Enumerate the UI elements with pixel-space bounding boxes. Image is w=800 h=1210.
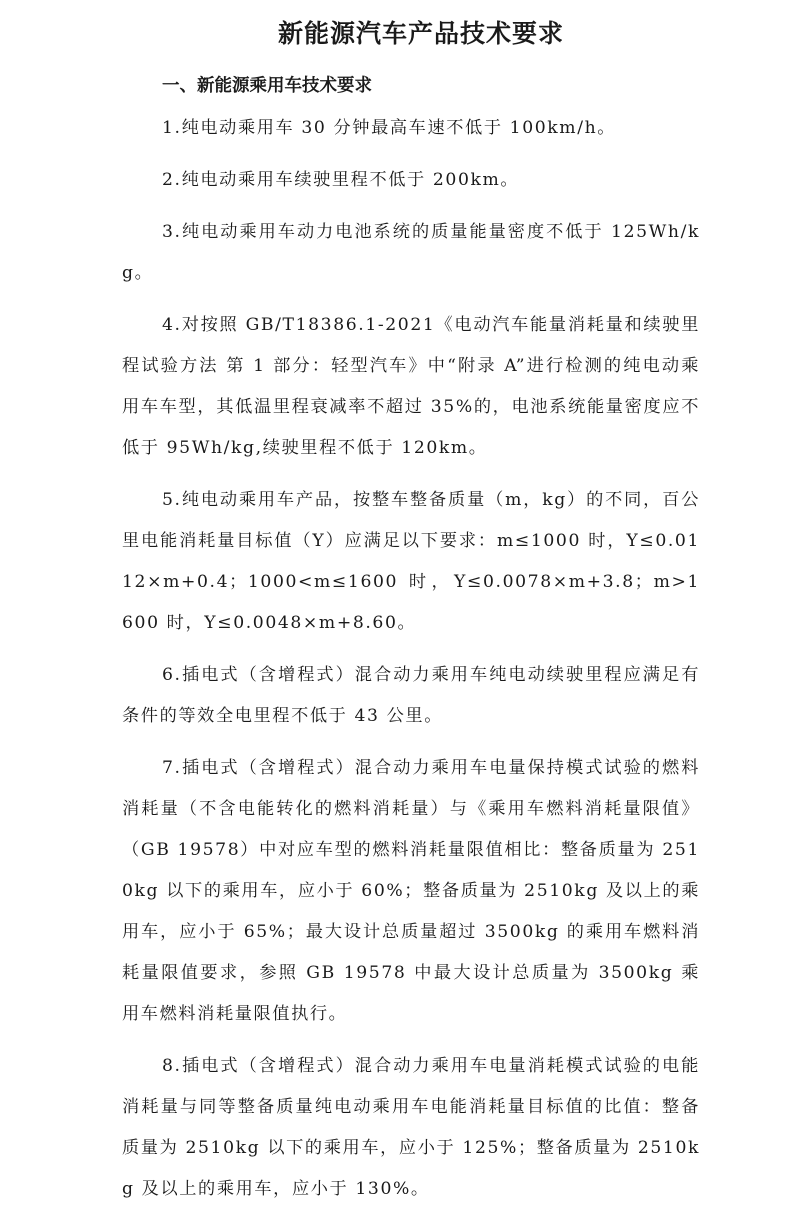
requirement-item-6: 6.插电式（含增程式）混合动力乘用车纯电动续驶里程应满足有条件的等效全电里程不低于 43 公里。 <box>122 665 700 726</box>
requirement-item-7: 7.插电式（含增程式）混合动力乘用车电量保持模式试验的燃料消耗量（不含电能转化的燃料消耗量）与《乘用车燃料消耗量限值》（GB 19578）中对应车型的燃料消耗量限值相比：整备质量为 2510kg 以下的乘用车，应小于 60%；整备质量为 2510kg 及以上的乘用车，应小于 65%；最大设计总质量超过 3500kg 的乘用车燃料消耗量限值要求，参照 GB 19578 中最大设计总质量为 3500kg 乘用车燃料消耗量限值执行。 <box>122 758 700 1024</box>
requirement-item-1: 1.纯电动乘用车 30 分钟最高车速不低于 100km/h。 <box>162 118 617 138</box>
requirement-item-8: 8.插电式（含增程式）混合动力乘用车电量消耗模式试验的电能消耗量与同等整备质量纯电动乘用车电能消耗量目标值的比值：整备质量为 2510kg 以下的乘用车，应小于 125%；整备质量为 2510kg 及以上的乘用车，应小于 130%。 <box>122 1056 700 1199</box>
requirement-item-2: 2.纯电动乘用车续驶里程不低于 200km。 <box>162 170 520 190</box>
requirement-item-4: 4.对按照 GB/T18386.1-2021《电动汽车能量消耗量和续驶里程试验方法 第 1 部分：轻型汽车》中“附录 A”进行检测的纯电动乘用车车型，其低温里程衰减率不超过 35%的，电池系统能量密度应不低于 95Wh/kg,续驶里程不低于 120km。 <box>122 315 700 458</box>
document-title: 新能源汽车产品技术要求 <box>277 19 564 48</box>
requirements-list <box>122 108 700 1210</box>
requirement-item-3: 3.纯电动乘用车动力电池系统的质量能量密度不低于 125Wh/kg。 <box>122 222 700 283</box>
section-heading: 一、新能源乘用车技术要求 <box>162 76 372 96</box>
requirement-item-5: 5.纯电动乘用车产品，按整车整备质量（m，kg）的不同，百公里电能消耗量目标值（Y）应满足以下要求：m≤1000 时，Y≤0.0112×m+0.4；1000<m≤1600 时，Y≤0.0078×m+3.8；m>1600 时，Y≤0.0048×m+8.60。 <box>122 490 700 633</box>
